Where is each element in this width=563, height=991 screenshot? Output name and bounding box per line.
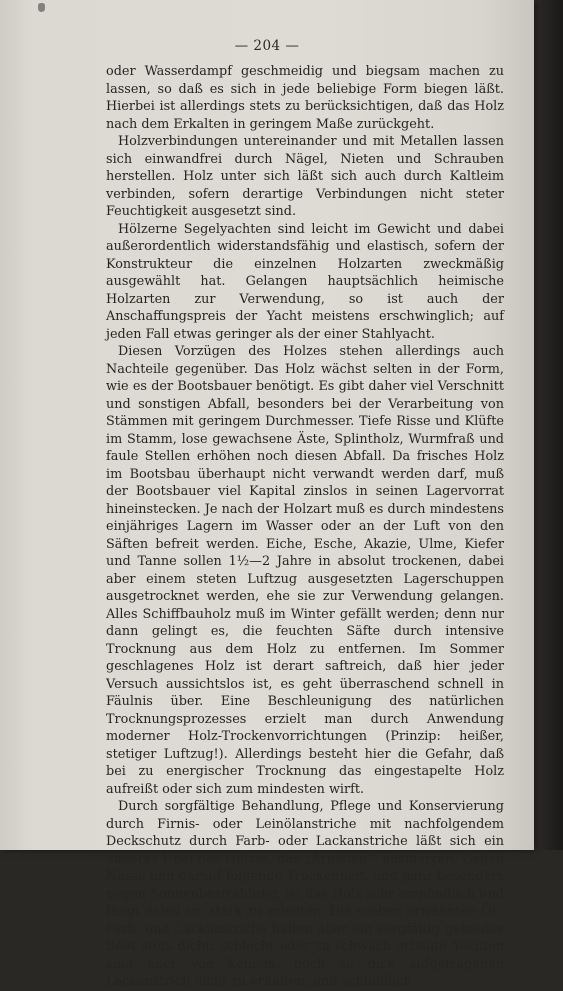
paragraph-2: Holzverbindungen untereinander und mit Metallen lassen sich einwandfrei durch Nägel, Nieten und Schrauben herstellen. Holz unter sich läßt sich auch durch Kaltleim verbinden, sofern derartige Verbindungen nicht steter Feuchtigkeit ausgesetzt sind. — [106, 134, 504, 219]
ink-blot-mark — [38, 3, 45, 12]
page-body-text — [106, 63, 504, 991]
paragraph-1: oder Wasserdampf geschmeidig und biegsam machen zu lassen, so daß es sich in jede beliebige Form biegen läßt. Hierbei ist allerdings stets zu berücksichtigen, daß das Holz nach dem Erkalten in geringem Maße zurückgeht. — [106, 64, 504, 132]
paragraph-3: Hölzerne Segelyachten sind leicht im Gewicht und dabei außerordentlich widerstandsfähig und elastisch, sofern der Konstrukteur die einzelnen Holzarten zweckmäßig ausgewählt hat. Gelangen hauptsächlich heimische Holzarten zur Verwendung, so ist auch der Anschaffungspreis der Yacht meistens erschwinglich; auf jeden Fall etwas geringer als der einer Stahlyacht. — [106, 221, 504, 342]
page-number: — 204 — — [234, 38, 300, 54]
paragraph-4: Diesen Vorzügen des Holzes stehen allerdings auch Nachteile gegenüber. Das Holz wächst selten in der Form, wie es der Bootsbauer benötigt. Es gibt daher viel Verschnitt und sonstigen Abfall, besonders bei der Verarbeitung von Stämmen mit geringem Durchmesser. Tiefe Risse und Klüfte im Stamm, lose gewachsene Äste, Splintholz, Wurmfraß und faule Stellen erhöhen noch diesen Abfall. Da frisches Holz im Bootsbau überhaupt nicht verwandt werden darf, muß der Bootsbauer viel Kapital zinslos in seinen Lagervorrat hineinstecken. Je nach der Holzart muß es durch mindestens einjähriges Lagern im Wasser oder an der Luft von den Säften befreit werden. Eiche, Esche, Akazie, Ulme, Kiefer und Tanne sollen 1½—2 Jahre in absolut trockenen, dabei aber einem steten Luftzug ausgesetzten Lagerschuppen ausgetrocknet werden, ehe sie zur Verwendung gelangen. Alles Schiffbauholz muß im Winter gefällt werden; denn nur dann gelingt es, die feuchten Säfte durch intensive Trocknung aus dem Holz zu entfernen. Im Sommer geschlagenes Holz ist derart saftreich, daß hier jeder Versuch aussichtslos ist, es geht überraschend schnell in Fäulnis über. Eine Beschleunigung des natürlichen Trocknungsprozesses erzielt man durch Anwendung moderner Holz-Trockenvorrichtungen (Prinzip: heißer, stetiger Luftzug!). Allerdings besteht hier die Gefahr, daß bei zu energischer Trocknung das eingestapelte Holz aufreißt oder sich zum mindesten wirft. — [106, 344, 504, 797]
paragraph-5: Durch sorgfältige Behandlung, Pflege und Konservierung durch Firnis- oder Leinölanstriche mit nachfolgendem Deckschutz durch Farb- oder Lackanstriche läßt sich ein anderes Übel des Holzes, das „Arbeiten“, ausmerzen. Gegen Nässe und darauf folgende Trockenheit, und ganz besonders gegen Sonnenbestrahlung, ist das Holz sehr empfindlich und fängt dabei an, stark zu arbeiten. Die soeben erwähnten Öl-, Farb- und Lackanstriche halten aber ein sorgfältig gebautes Boot stets dicht; schlecht oder zu schwach erbaute Yachten sind aber von keinem, noch so dick aufgetragenen Lackanstrich dicht zu erhalten, und schließlich — [106, 799, 504, 989]
